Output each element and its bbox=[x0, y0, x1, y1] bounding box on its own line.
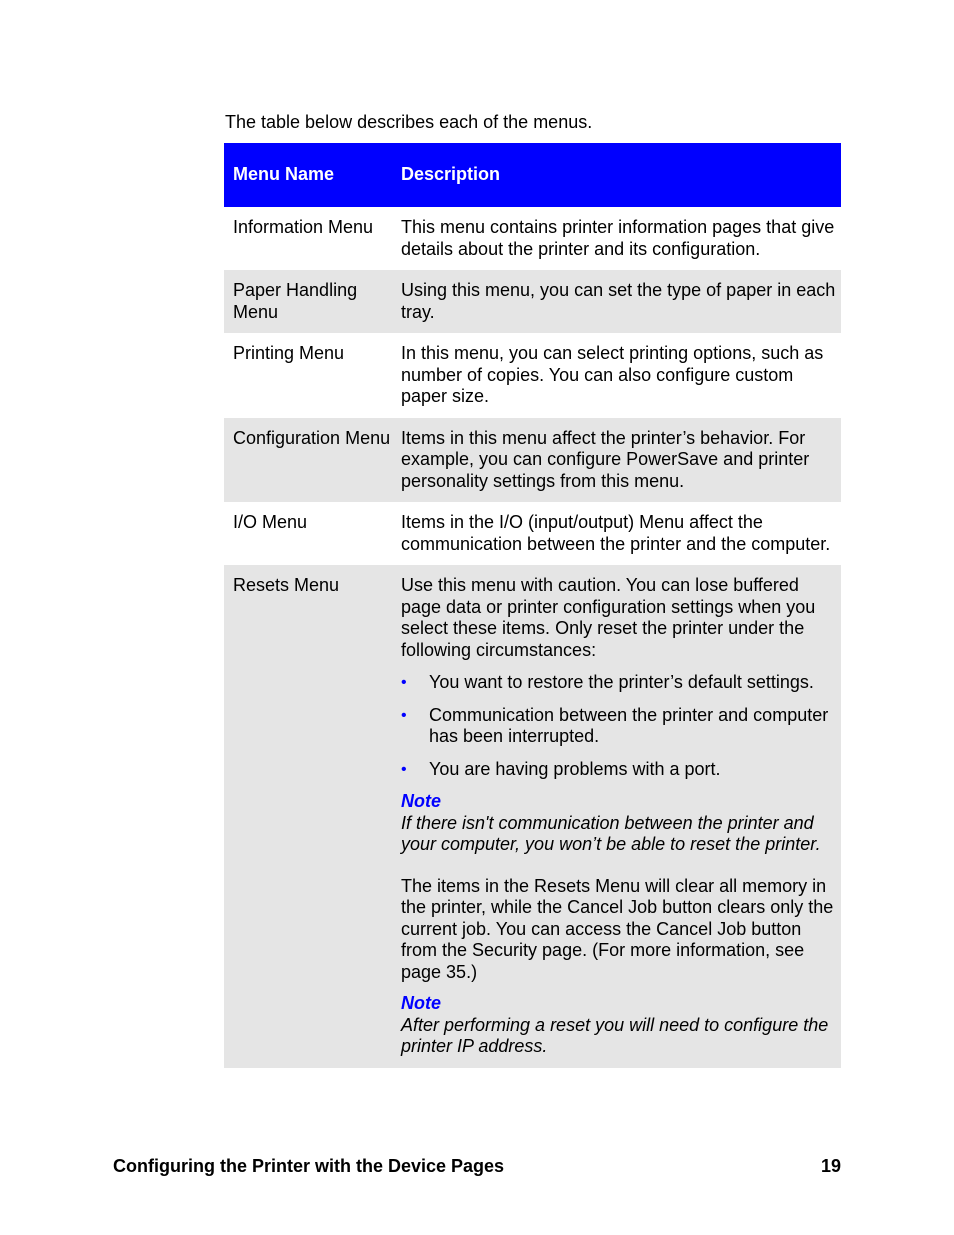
footer-page-number: 19 bbox=[821, 1156, 842, 1176]
list-item bbox=[401, 759, 837, 781]
note-label: Note bbox=[401, 993, 441, 1013]
menu-name-cell: Paper Handling Menu bbox=[224, 270, 401, 333]
resets-intro: Use this menu with caution. You can lose buffered page data or printer configuration settings when you select these items. Only reset the printer under the following circumstances: bbox=[401, 575, 816, 660]
table-row-resets bbox=[224, 565, 841, 1068]
note-text: After performing a reset you will need to configure the printer IP address. bbox=[401, 1014, 829, 1056]
list-item bbox=[401, 705, 837, 748]
menu-description-cell: Using this menu, you can set the type of paper in each tray. bbox=[401, 270, 841, 333]
menu-description-cell: Items in the I/O (input/output) Menu affect the communication between the printer and the computer. bbox=[401, 512, 831, 554]
resets-paragraph: The items in the Resets Menu will clear all memory in the printer, while the Cancel Job button clears only the current job. You can access the Cancel Job button from the Security page. (For more information, see page 35.) bbox=[401, 875, 834, 982]
menu-description-cell: In this menu, you can select printing options, such as number of copies. You can also configure custom paper size. bbox=[401, 343, 824, 406]
note-block-2 bbox=[401, 993, 837, 1058]
intro-text: The table below describes each of the menus. bbox=[225, 112, 593, 132]
menu-name-cell: Printing Menu bbox=[233, 343, 345, 363]
note-label: Note bbox=[401, 791, 441, 811]
table-row bbox=[224, 333, 841, 418]
bullet-text: You want to restore the printer’s default settings. bbox=[429, 672, 814, 692]
header-description: Description bbox=[401, 143, 841, 207]
header-menu-name: Menu Name bbox=[224, 143, 401, 207]
menu-name-cell: Resets Menu bbox=[224, 565, 401, 1068]
bullet-text: Communication between the printer and computer has been interrupted. bbox=[429, 704, 829, 746]
bullet-text: You are having problems with a port. bbox=[429, 758, 721, 779]
menu-name-cell: I/O Menu bbox=[233, 512, 308, 532]
table-row bbox=[224, 418, 841, 503]
footer-chapter-title: Configuring the Printer with the Device Pages bbox=[113, 1156, 505, 1176]
table-row bbox=[224, 207, 841, 270]
bullet-icon: • bbox=[401, 706, 407, 724]
menu-name-cell: Information Menu bbox=[233, 217, 374, 237]
table-row bbox=[224, 502, 841, 565]
menu-name-cell: Configuration Menu bbox=[224, 418, 401, 503]
note-block-1 bbox=[401, 791, 837, 856]
note-text: If there isn't communication between the printer and your computer, you won’t be able to reset the printer. bbox=[401, 812, 821, 854]
resets-description-cell bbox=[401, 565, 841, 1068]
table-row bbox=[224, 270, 841, 333]
bullet-icon: • bbox=[401, 760, 407, 778]
resets-bullet-list bbox=[401, 672, 837, 780]
menus-table bbox=[224, 143, 841, 1068]
list-item bbox=[401, 672, 837, 694]
menu-description-cell: This menu contains printer information pages that give details about the printer and its configuration. bbox=[401, 217, 835, 259]
menu-description-cell: Items in this menu affect the printer’s behavior. For example, you can configure PowerSave and printer personality settings from this menu. bbox=[401, 418, 841, 503]
table-header-row bbox=[224, 143, 841, 207]
bullet-icon: • bbox=[401, 674, 407, 691]
